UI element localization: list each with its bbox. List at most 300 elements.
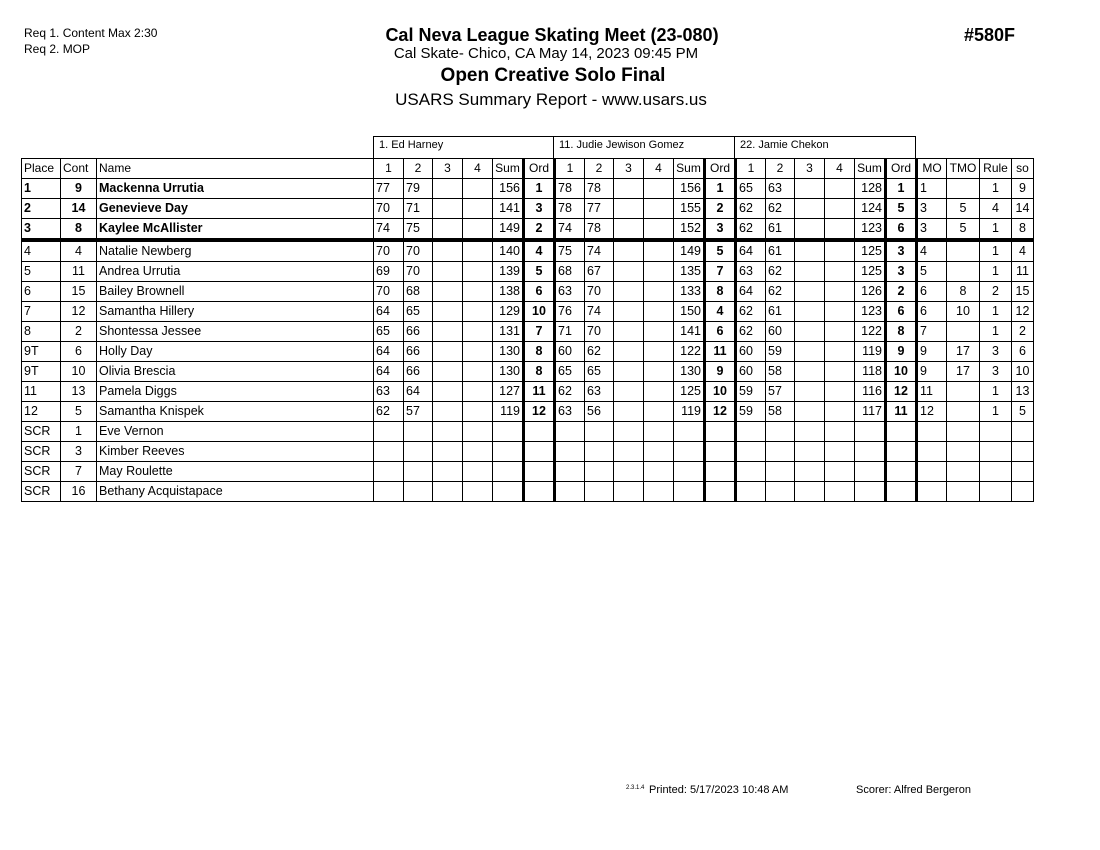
col-cont: Cont [61, 159, 97, 179]
col-j2-ord: Ord [705, 159, 736, 179]
judge-1-score-2-cell [404, 462, 433, 482]
place-cell: SCR [22, 422, 61, 442]
col-j1-4: 4 [463, 159, 493, 179]
col-j3-1: 1 [736, 159, 766, 179]
judge-2-score-1-cell: 63 [555, 282, 585, 302]
judge-2-score-1-cell [555, 482, 585, 502]
judge-3-sum-cell: 118 [855, 362, 886, 382]
judge-3-score-3-cell [795, 322, 825, 342]
judge-2-sum-cell: 125 [674, 382, 705, 402]
judge-3-score-4-cell [825, 482, 855, 502]
col-j2-4: 4 [644, 159, 674, 179]
judge-3-score-1-cell: 62 [736, 322, 766, 342]
judge-1-score-3-cell [433, 322, 463, 342]
judge-2-score-3-cell [614, 240, 644, 262]
judge-1-score-3-cell [433, 179, 463, 199]
judge-3-ordinal-cell [886, 462, 917, 482]
contestant-number-cell: 5 [61, 402, 97, 422]
judge-1-score-2-cell: 57 [404, 402, 433, 422]
rule-cell [980, 462, 1012, 482]
judge-2-score-2-cell: 67 [585, 262, 614, 282]
judge-2-score-4-cell [644, 199, 674, 219]
judge-3-score-3-cell [795, 342, 825, 362]
total-majority-ordinal-cell: 17 [947, 362, 980, 382]
judge-2-score-1-cell: 63 [555, 402, 585, 422]
judge-2-score-3-cell [614, 282, 644, 302]
judge-2-ordinal-cell: 2 [705, 199, 736, 219]
judge-3-ordinal-cell: 6 [886, 219, 917, 241]
judge-2-score-4-cell [644, 442, 674, 462]
judge-3-score-4-cell [825, 442, 855, 462]
judge-3-score-4-cell [825, 199, 855, 219]
total-majority-ordinal-cell [947, 422, 980, 442]
majority-ordinal-cell: 11 [917, 382, 947, 402]
judge-1-score-2-cell: 68 [404, 282, 433, 302]
judge-2-score-1-cell: 78 [555, 199, 585, 219]
judge-3-score-3-cell [795, 422, 825, 442]
judge-1-ordinal-cell: 8 [524, 342, 555, 362]
judge-1-score-1-cell: 70 [374, 282, 404, 302]
judge-3-score-1-cell: 65 [736, 179, 766, 199]
judge-2-score-1-cell [555, 462, 585, 482]
judge-1-score-2-cell [404, 482, 433, 502]
judge-3-score-3-cell [795, 402, 825, 422]
judge-3-score-3-cell [795, 240, 825, 262]
judge-1-score-4-cell [463, 199, 493, 219]
judge-2-score-1-cell: 74 [555, 219, 585, 241]
place-cell: 3 [22, 219, 61, 241]
judge-3-sum-cell: 116 [855, 382, 886, 402]
skate-order-cell: 5 [1012, 402, 1034, 422]
judge-1-sum-cell: 139 [493, 262, 524, 282]
judge-2-ordinal-cell [705, 482, 736, 502]
judge-3-sum-cell [855, 442, 886, 462]
col-j3-sum: Sum [855, 159, 886, 179]
place-cell: SCR [22, 442, 61, 462]
col-tmo: TMO [947, 159, 980, 179]
judge-1-ordinal-cell: 2 [524, 219, 555, 241]
total-majority-ordinal-cell: 8 [947, 282, 980, 302]
col-j2-3: 3 [614, 159, 644, 179]
judge-3-score-2-cell: 62 [766, 282, 795, 302]
table-row [22, 199, 1034, 219]
judge-2-score-3-cell [614, 442, 644, 462]
judge-2-sum-cell: 122 [674, 342, 705, 362]
judge-2-sum-cell: 135 [674, 262, 705, 282]
judge-1-score-1-cell: 65 [374, 322, 404, 342]
rule-cell: 2 [980, 282, 1012, 302]
skate-order-cell: 2 [1012, 322, 1034, 342]
contestant-number-cell: 12 [61, 302, 97, 322]
judge-3-score-2-cell: 57 [766, 382, 795, 402]
judge-3-score-3-cell [795, 179, 825, 199]
judge-2-score-2-cell: 78 [585, 179, 614, 199]
majority-ordinal-cell [917, 422, 947, 442]
judge-1-score-1-cell [374, 442, 404, 462]
judge-2-score-2-cell [585, 482, 614, 502]
col-j1-1: 1 [374, 159, 404, 179]
table-row [22, 442, 1034, 462]
judge-2-score-4-cell [644, 179, 674, 199]
judge-3-ordinal-cell: 11 [886, 402, 917, 422]
judge-1-score-2-cell: 75 [404, 219, 433, 241]
rule-cell: 1 [980, 219, 1012, 241]
judge-1-ordinal-cell: 5 [524, 262, 555, 282]
judge-3-score-2-cell: 58 [766, 362, 795, 382]
place-cell: 5 [22, 262, 61, 282]
judge-3-score-2-cell [766, 422, 795, 442]
judge-3-sum-cell: 125 [855, 262, 886, 282]
table-row [22, 362, 1034, 382]
skate-order-cell: 15 [1012, 282, 1034, 302]
place-cell: 9T [22, 362, 61, 382]
skater-name-cell: Samantha Hillery [97, 302, 374, 322]
judge-1-sum-cell: 156 [493, 179, 524, 199]
judge-3-sum-cell [855, 422, 886, 442]
judge-2-sum-cell: 150 [674, 302, 705, 322]
contestant-number-cell: 1 [61, 422, 97, 442]
rule-cell: 1 [980, 240, 1012, 262]
judge-2-score-4-cell [644, 342, 674, 362]
place-cell: 7 [22, 302, 61, 322]
judge-2-score-2-cell: 56 [585, 402, 614, 422]
judge-2-sum-cell: 119 [674, 402, 705, 422]
total-majority-ordinal-cell [947, 482, 980, 502]
meet-location-date: Cal Skate- Chico, CA May 14, 2023 09:45 PM [393, 45, 699, 62]
rule-cell: 1 [980, 382, 1012, 402]
rule-cell: 1 [980, 179, 1012, 199]
contestant-number-cell: 8 [61, 219, 97, 241]
contestant-number-cell: 7 [61, 462, 97, 482]
judge-3-sum-cell: 128 [855, 179, 886, 199]
skater-name-cell: Olivia Brescia [97, 362, 374, 382]
majority-ordinal-cell: 4 [917, 240, 947, 262]
judge-1-score-1-cell: 64 [374, 362, 404, 382]
total-majority-ordinal-cell [947, 179, 980, 199]
place-cell: 6 [22, 282, 61, 302]
judge-2-score-3-cell [614, 422, 644, 442]
judge-3-score-4-cell [825, 402, 855, 422]
judge-3-ordinal-cell: 2 [886, 282, 917, 302]
judge-3-score-3-cell [795, 442, 825, 462]
judge-1-score-1-cell: 77 [374, 179, 404, 199]
judge-2-score-1-cell: 71 [555, 322, 585, 342]
judge-2-score-2-cell: 70 [585, 282, 614, 302]
judge-1-ordinal-cell: 1 [524, 179, 555, 199]
skater-name-cell: Eve Vernon [97, 422, 374, 442]
judge-1-score-4-cell [463, 240, 493, 262]
judge-3-sum-cell: 117 [855, 402, 886, 422]
judge-1-ordinal-cell: 8 [524, 362, 555, 382]
judge-3-ordinal-cell: 9 [886, 342, 917, 362]
judge-1-sum-cell: 149 [493, 219, 524, 241]
judge-1-score-4-cell [463, 442, 493, 462]
col-j1-3: 3 [433, 159, 463, 179]
col-j2-1: 1 [555, 159, 585, 179]
majority-ordinal-cell: 9 [917, 342, 947, 362]
majority-ordinal-cell [917, 482, 947, 502]
judge-1-ordinal-cell [524, 422, 555, 442]
judge-2-ordinal-cell: 4 [705, 302, 736, 322]
judge-1-score-2-cell: 70 [404, 240, 433, 262]
judge-1-score-3-cell [433, 262, 463, 282]
judge-2-score-3-cell [614, 199, 644, 219]
judge-3-ordinal-cell [886, 482, 917, 502]
col-j3-4: 4 [825, 159, 855, 179]
judge-2-sum-cell [674, 482, 705, 502]
judge-1-score-4-cell [463, 219, 493, 241]
judge-1-sum-cell [493, 442, 524, 462]
skate-order-cell [1012, 482, 1034, 502]
judge-3-score-1-cell [736, 422, 766, 442]
judge-1-score-3-cell [433, 362, 463, 382]
total-majority-ordinal-cell: 5 [947, 199, 980, 219]
judge-3-score-1-cell: 60 [736, 342, 766, 362]
judge-2-ordinal-cell: 7 [705, 262, 736, 282]
judge-1-ordinal-cell [524, 462, 555, 482]
contestant-number-cell: 4 [61, 240, 97, 262]
skater-name-cell: Shontessa Jessee [97, 322, 374, 342]
judge-3-score-2-cell: 61 [766, 240, 795, 262]
judge-1-score-3-cell [433, 199, 463, 219]
skater-name-cell: Pamela Diggs [97, 382, 374, 402]
table-row [22, 382, 1034, 402]
judge-2-sum-cell [674, 462, 705, 482]
skater-name-cell: Kimber Reeves [97, 442, 374, 462]
judge-1-score-4-cell [463, 422, 493, 442]
table-row [22, 322, 1034, 342]
majority-ordinal-cell [917, 462, 947, 482]
judge-2-sum-cell: 155 [674, 199, 705, 219]
col-place: Place [22, 159, 61, 179]
judge-2-score-1-cell: 76 [555, 302, 585, 322]
table-row [22, 302, 1034, 322]
judge-1-sum-cell: 127 [493, 382, 524, 402]
place-cell: 1 [22, 179, 61, 199]
total-majority-ordinal-cell [947, 402, 980, 422]
judge-1-score-1-cell [374, 422, 404, 442]
judge-2-score-2-cell: 78 [585, 219, 614, 241]
col-j1-2: 2 [404, 159, 433, 179]
judge-3-sum-cell [855, 462, 886, 482]
judge-2-sum-cell: 149 [674, 240, 705, 262]
judge-3-score-1-cell [736, 442, 766, 462]
judge-1-score-3-cell [433, 219, 463, 241]
judge-2-score-1-cell [555, 442, 585, 462]
judge-1-ordinal-cell: 11 [524, 382, 555, 402]
judge-3-sum-cell: 124 [855, 199, 886, 219]
judge-1-score-2-cell: 65 [404, 302, 433, 322]
judge-2-score-1-cell: 68 [555, 262, 585, 282]
judge-3-sum-cell: 125 [855, 240, 886, 262]
judge-3-sum-cell: 119 [855, 342, 886, 362]
judge-3-sum-cell: 126 [855, 282, 886, 302]
judge-2-score-4-cell [644, 362, 674, 382]
rule-cell: 1 [980, 302, 1012, 322]
judge-3-score-4-cell [825, 262, 855, 282]
judge-2-score-4-cell [644, 402, 674, 422]
col-rule: Rule [980, 159, 1012, 179]
judge-3-score-3-cell [795, 199, 825, 219]
judge-3-score-3-cell [795, 219, 825, 241]
judge-2-score-4-cell [644, 482, 674, 502]
judge-1-score-2-cell: 66 [404, 362, 433, 382]
total-majority-ordinal-cell [947, 262, 980, 282]
requirement-1: Req 1. Content Max 2:30 [24, 26, 158, 40]
judge-2-score-4-cell [644, 382, 674, 402]
judge-3-score-1-cell [736, 462, 766, 482]
judge-2-score-4-cell [644, 219, 674, 241]
skater-name-cell: Bethany Acquistapace [97, 482, 374, 502]
judge-2-score-4-cell [644, 282, 674, 302]
judge-2-score-3-cell [614, 322, 644, 342]
report-code: 2.3.1.4 [626, 785, 645, 791]
judge-3-score-4-cell [825, 362, 855, 382]
judge-3-sum-cell: 122 [855, 322, 886, 342]
judge-2-score-4-cell [644, 322, 674, 342]
majority-ordinal-cell: 6 [917, 302, 947, 322]
judge-3-sum-cell: 123 [855, 302, 886, 322]
contestant-number-cell: 3 [61, 442, 97, 462]
judge-3-header: 22. Jamie Chekon [734, 136, 916, 158]
place-cell: 12 [22, 402, 61, 422]
contestant-number-cell: 15 [61, 282, 97, 302]
judge-1-sum-cell: 130 [493, 362, 524, 382]
judge-2-ordinal-cell: 1 [705, 179, 736, 199]
judge-2-header: 11. Judie Jewison Gomez [553, 136, 735, 158]
judge-3-score-1-cell: 63 [736, 262, 766, 282]
judge-1-ordinal-cell: 3 [524, 199, 555, 219]
column-header-row [22, 159, 1034, 179]
judge-2-score-3-cell [614, 462, 644, 482]
judge-3-score-2-cell: 61 [766, 302, 795, 322]
judge-2-score-4-cell [644, 240, 674, 262]
rule-cell: 1 [980, 402, 1012, 422]
majority-ordinal-cell: 3 [917, 219, 947, 241]
judge-2-score-2-cell: 74 [585, 240, 614, 262]
judge-3-ordinal-cell: 8 [886, 322, 917, 342]
table-row [22, 462, 1034, 482]
judge-2-sum-cell: 152 [674, 219, 705, 241]
total-majority-ordinal-cell [947, 462, 980, 482]
judge-1-score-1-cell [374, 462, 404, 482]
judge-1-sum-cell [493, 462, 524, 482]
judge-1-sum-cell: 130 [493, 342, 524, 362]
judge-2-ordinal-cell [705, 462, 736, 482]
judge-3-score-1-cell: 59 [736, 382, 766, 402]
judge-3-score-3-cell [795, 282, 825, 302]
judge-3-score-3-cell [795, 362, 825, 382]
judge-1-score-3-cell [433, 402, 463, 422]
judge-3-score-1-cell: 62 [736, 302, 766, 322]
judge-1-score-1-cell: 64 [374, 342, 404, 362]
judge-2-score-2-cell: 63 [585, 382, 614, 402]
rule-cell: 1 [980, 262, 1012, 282]
judge-1-ordinal-cell [524, 482, 555, 502]
judge-1-ordinal-cell: 6 [524, 282, 555, 302]
place-cell: 11 [22, 382, 61, 402]
place-cell: 2 [22, 199, 61, 219]
judge-3-score-2-cell: 58 [766, 402, 795, 422]
judge-2-score-3-cell [614, 362, 644, 382]
skater-name-cell: Genevieve Day [97, 199, 374, 219]
table-row [22, 422, 1034, 442]
skate-order-cell: 6 [1012, 342, 1034, 362]
judge-3-score-3-cell [795, 302, 825, 322]
judge-1-ordinal-cell [524, 442, 555, 462]
judge-3-score-1-cell: 64 [736, 282, 766, 302]
total-majority-ordinal-cell: 5 [947, 219, 980, 241]
report-title: USARS Summary Report - www.usars.us [395, 90, 707, 109]
judge-1-score-2-cell: 64 [404, 382, 433, 402]
majority-ordinal-cell [917, 442, 947, 462]
judge-1-score-2-cell: 66 [404, 342, 433, 362]
judge-2-score-4-cell [644, 422, 674, 442]
judge-2-sum-cell: 130 [674, 362, 705, 382]
skate-order-cell: 8 [1012, 219, 1034, 241]
judge-3-ordinal-cell: 12 [886, 382, 917, 402]
judge-3-score-4-cell [825, 282, 855, 302]
judge-3-ordinal-cell: 3 [886, 240, 917, 262]
contestant-number-cell: 10 [61, 362, 97, 382]
table-row [22, 402, 1034, 422]
judge-1-score-4-cell [463, 322, 493, 342]
judge-2-score-1-cell [555, 422, 585, 442]
col-j3-2: 2 [766, 159, 795, 179]
judge-3-ordinal-cell: 5 [886, 199, 917, 219]
judge-1-score-1-cell: 62 [374, 402, 404, 422]
skater-name-cell: Kaylee McAllister [97, 219, 374, 241]
contestant-number-cell: 9 [61, 179, 97, 199]
majority-ordinal-cell: 5 [917, 262, 947, 282]
judge-1-score-2-cell: 70 [404, 262, 433, 282]
judge-1-score-2-cell: 79 [404, 179, 433, 199]
col-j3-ord: Ord [886, 159, 917, 179]
judge-2-score-4-cell [644, 302, 674, 322]
judge-1-score-3-cell [433, 342, 463, 362]
place-cell: 8 [22, 322, 61, 342]
judge-3-score-2-cell: 62 [766, 199, 795, 219]
judge-2-score-1-cell: 60 [555, 342, 585, 362]
judge-3-score-4-cell [825, 342, 855, 362]
majority-ordinal-cell: 1 [917, 179, 947, 199]
table-row [22, 179, 1034, 199]
judge-1-score-4-cell [463, 402, 493, 422]
col-j2-2: 2 [585, 159, 614, 179]
event-number: #580F [964, 25, 1016, 45]
total-majority-ordinal-cell [947, 240, 980, 262]
judge-1-sum-cell [493, 482, 524, 502]
judge-1-score-4-cell [463, 382, 493, 402]
skater-name-cell: May Roulette [97, 462, 374, 482]
judge-3-score-1-cell: 62 [736, 219, 766, 241]
table-row [22, 262, 1034, 282]
judge-3-score-2-cell: 62 [766, 262, 795, 282]
judge-3-score-4-cell [825, 382, 855, 402]
skate-order-cell [1012, 422, 1034, 442]
judge-2-score-2-cell [585, 442, 614, 462]
judge-1-sum-cell: 140 [493, 240, 524, 262]
judge-2-score-3-cell [614, 342, 644, 362]
judge-2-sum-cell: 156 [674, 179, 705, 199]
judge-2-score-2-cell: 62 [585, 342, 614, 362]
event-title: Open Creative Solo Final [440, 65, 666, 86]
judge-2-score-2-cell: 65 [585, 362, 614, 382]
judge-1-score-4-cell [463, 282, 493, 302]
scorer-name: Scorer: Alfred Bergeron [856, 784, 971, 796]
judge-3-sum-cell: 123 [855, 219, 886, 241]
rule-cell: 3 [980, 362, 1012, 382]
